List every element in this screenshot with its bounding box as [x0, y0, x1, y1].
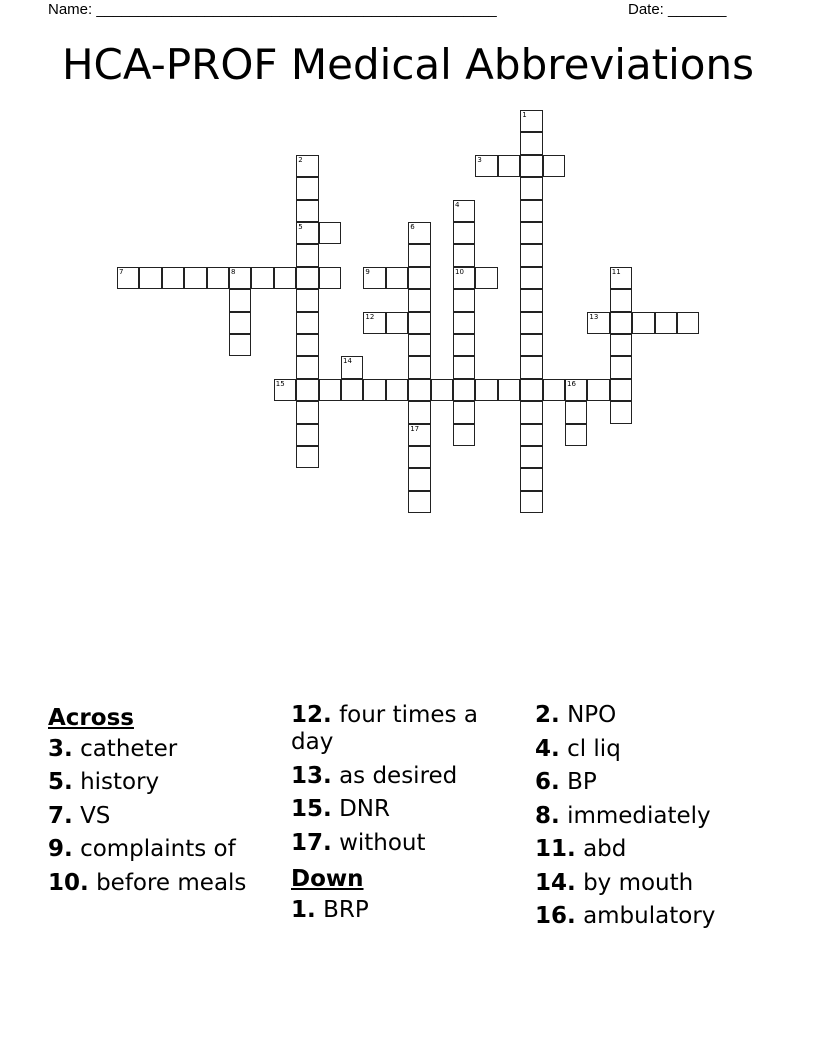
grid-cell[interactable] — [386, 267, 408, 289]
grid-cell[interactable] — [475, 379, 497, 401]
grid-cell[interactable] — [229, 334, 251, 356]
grid-cell[interactable] — [363, 379, 385, 401]
grid-cell[interactable] — [453, 244, 475, 266]
grid-cell[interactable] — [520, 356, 542, 378]
clue — [48, 870, 276, 897]
grid-cell[interactable] — [520, 267, 542, 289]
grid-cell[interactable] — [408, 267, 430, 289]
clue-number: 1. — [291, 896, 316, 923]
clue-text: abd — [583, 836, 627, 862]
grid-cell[interactable] — [296, 401, 318, 423]
grid-cell[interactable] — [408, 244, 430, 266]
grid-cell[interactable] — [543, 155, 565, 177]
grid-cell[interactable] — [408, 424, 430, 446]
grid-cell[interactable] — [453, 401, 475, 423]
grid-cell[interactable] — [475, 267, 497, 289]
grid-cell[interactable] — [229, 312, 251, 334]
grid-cell[interactable] — [453, 379, 475, 401]
clue-number: 3. — [48, 735, 73, 762]
grid-cell[interactable] — [296, 379, 318, 401]
clue-text: history — [80, 769, 160, 795]
cell-number: 12 — [365, 312, 375, 321]
clue-number: 11. — [535, 836, 576, 862]
grid-cell[interactable] — [520, 424, 542, 446]
grid-cell[interactable] — [520, 132, 542, 154]
clue — [535, 702, 775, 729]
grid-cell[interactable] — [319, 267, 341, 289]
cell-number: 2 — [298, 155, 303, 164]
cell-number: 14 — [343, 357, 352, 366]
grid-cell[interactable] — [587, 379, 609, 401]
grid-cell[interactable] — [229, 267, 251, 289]
grid-cell[interactable] — [498, 155, 520, 177]
cell-number: 8 — [231, 267, 236, 276]
clue-text: NPO — [567, 702, 617, 728]
grid-cell[interactable] — [139, 267, 161, 289]
clue — [291, 897, 516, 924]
clue — [48, 736, 276, 763]
grid-cell[interactable] — [408, 379, 430, 401]
grid-cell[interactable] — [408, 491, 430, 513]
clue-text: as desired — [339, 762, 458, 789]
clue — [535, 836, 775, 863]
grid-cell[interactable] — [632, 312, 654, 334]
cell-number: 15 — [275, 379, 285, 388]
grid-cell[interactable] — [520, 334, 542, 356]
clue — [48, 803, 276, 830]
grid-cell[interactable] — [184, 267, 206, 289]
grid-cell[interactable] — [565, 424, 587, 446]
clue — [535, 769, 775, 796]
grid-cell[interactable] — [565, 379, 587, 401]
clue-text: without — [339, 829, 426, 856]
clues-column-2 — [291, 702, 516, 930]
grid-cell[interactable] — [117, 267, 139, 289]
grid-cell[interactable] — [296, 267, 318, 289]
clue-text: DNR — [339, 796, 390, 822]
grid-cell[interactable] — [274, 379, 296, 401]
grid-cell[interactable] — [296, 177, 318, 199]
grid-cell[interactable] — [453, 222, 475, 244]
grid-cell[interactable] — [520, 200, 542, 222]
clue-number: 5. — [48, 769, 73, 795]
grid-cell[interactable] — [453, 356, 475, 378]
clue-number: 10. — [48, 869, 89, 896]
grid-cell[interactable] — [520, 446, 542, 468]
page-title: HCA-PROF Medical Abbreviations — [61, 40, 755, 89]
down-heading: Down — [291, 866, 364, 892]
grid-cell[interactable] — [610, 401, 632, 423]
grid-cell[interactable] — [610, 379, 632, 401]
grid-cell[interactable] — [498, 379, 520, 401]
grid-cell[interactable] — [453, 312, 475, 334]
grid-cell[interactable] — [341, 356, 363, 378]
grid-cell[interactable] — [520, 379, 542, 401]
cell-number: 10 — [455, 267, 464, 276]
grid-cell[interactable] — [610, 334, 632, 356]
grid-cell[interactable] — [319, 222, 341, 244]
grid-cell[interactable] — [677, 312, 699, 334]
clue-text: before meals — [96, 869, 247, 896]
grid-cell[interactable] — [520, 155, 542, 177]
clue-text: VS — [80, 802, 111, 829]
grid-cell[interactable] — [431, 379, 453, 401]
grid-cell[interactable] — [610, 267, 632, 289]
grid-cell[interactable] — [543, 379, 565, 401]
clue-number: 4. — [535, 735, 560, 762]
grid-cell[interactable] — [408, 334, 430, 356]
clue-text: by mouth — [583, 869, 694, 896]
grid-cell[interactable] — [453, 289, 475, 311]
cell-number: 13 — [589, 312, 599, 321]
grid-cell[interactable] — [453, 424, 475, 446]
grid-cell[interactable] — [274, 267, 296, 289]
grid-cell[interactable] — [520, 491, 542, 513]
clues-column-1 — [48, 702, 276, 903]
grid-cell[interactable] — [363, 312, 385, 334]
cell-number: 1 — [522, 111, 527, 119]
grid-cell[interactable] — [408, 312, 430, 334]
grid-cell[interactable] — [408, 356, 430, 378]
grid-cell[interactable] — [520, 289, 542, 311]
clue-text: immediately — [567, 802, 711, 829]
grid-cell[interactable] — [408, 401, 430, 423]
grid-cell[interactable] — [520, 468, 542, 490]
name-field[interactable]: Name: ________________________________________________ — [48, 1, 497, 18]
cell-number: 11 — [611, 267, 621, 276]
clue-text: complaints of — [80, 836, 236, 862]
clue-number: 17. — [291, 829, 332, 856]
grid-cell[interactable] — [453, 200, 475, 222]
grid-cell[interactable] — [296, 155, 318, 177]
grid-cell[interactable] — [475, 155, 497, 177]
grid-cell[interactable] — [386, 312, 408, 334]
grid-cell[interactable] — [520, 401, 542, 423]
cell-number: 9 — [365, 267, 370, 276]
clue — [291, 830, 516, 857]
clues-column-3 — [535, 702, 775, 937]
cell-number: 17 — [410, 424, 420, 433]
clue — [48, 769, 276, 796]
clue-number: 2. — [535, 702, 560, 728]
clue-number: 13. — [291, 762, 332, 789]
grid-cell[interactable] — [520, 177, 542, 199]
clue-number: 14. — [535, 869, 576, 896]
clue — [535, 803, 775, 830]
grid-cell[interactable] — [251, 267, 273, 289]
grid-cell[interactable] — [520, 312, 542, 334]
grid-cell[interactable] — [319, 379, 341, 401]
clue-text: BRP — [323, 896, 369, 923]
grid-cell[interactable] — [162, 267, 184, 289]
grid-cell[interactable] — [296, 200, 318, 222]
clue-number: 7. — [48, 802, 73, 829]
clue — [291, 702, 516, 756]
clue-text: cl liq — [567, 735, 621, 762]
grid-cell[interactable] — [341, 379, 363, 401]
clue-text: four times a day — [291, 702, 478, 755]
date-field[interactable]: Date: _______ — [628, 1, 727, 18]
grid-cell[interactable] — [587, 312, 609, 334]
cell-number: 4 — [455, 200, 460, 209]
grid-cell[interactable] — [207, 267, 229, 289]
cell-number: 5 — [298, 223, 303, 231]
clue — [535, 736, 775, 763]
clue — [535, 903, 775, 930]
clue-number: 6. — [535, 769, 560, 795]
clue-text: BP — [567, 769, 597, 795]
grid-cell[interactable] — [610, 289, 632, 311]
grid-cell[interactable] — [386, 379, 408, 401]
grid-cell[interactable] — [363, 267, 385, 289]
grid-cell[interactable] — [296, 222, 318, 244]
grid-cell[interactable] — [565, 401, 587, 423]
clue-number: 9. — [48, 836, 73, 862]
grid-cell[interactable] — [520, 222, 542, 244]
grid-cell[interactable] — [408, 446, 430, 468]
grid-cell[interactable] — [296, 334, 318, 356]
clue-number: 12. — [291, 702, 332, 728]
clue — [291, 796, 516, 823]
grid-cell[interactable] — [520, 110, 542, 132]
grid-cell[interactable] — [520, 244, 542, 266]
cell-number: 3 — [477, 155, 482, 164]
grid-cell[interactable] — [610, 312, 632, 334]
grid-cell[interactable] — [453, 334, 475, 356]
cell-number: 7 — [119, 267, 124, 276]
grid-cell[interactable] — [296, 356, 318, 378]
grid-cell[interactable] — [296, 312, 318, 334]
clue-text: catheter — [80, 735, 178, 762]
cell-number: 6 — [410, 223, 415, 231]
grid-cell[interactable] — [408, 289, 430, 311]
clue — [291, 763, 516, 790]
grid-cell[interactable] — [408, 468, 430, 490]
grid-cell[interactable] — [610, 356, 632, 378]
clue-number: 8. — [535, 802, 560, 829]
cell-number: 16 — [567, 379, 576, 388]
grid-cell[interactable] — [296, 424, 318, 446]
grid-cell[interactable] — [655, 312, 677, 334]
clue-text: ambulatory — [583, 903, 716, 929]
clue-number: 16. — [535, 903, 576, 929]
clue-number: 15. — [291, 796, 332, 822]
grid-cell[interactable] — [229, 289, 251, 311]
grid-cell[interactable] — [296, 289, 318, 311]
grid-cell[interactable] — [296, 446, 318, 468]
clue — [48, 836, 276, 863]
grid-cell[interactable] — [408, 222, 430, 244]
across-heading: Across — [48, 705, 134, 731]
grid-cell[interactable] — [296, 244, 318, 266]
clue — [535, 870, 775, 897]
grid-cell[interactable] — [453, 267, 475, 289]
